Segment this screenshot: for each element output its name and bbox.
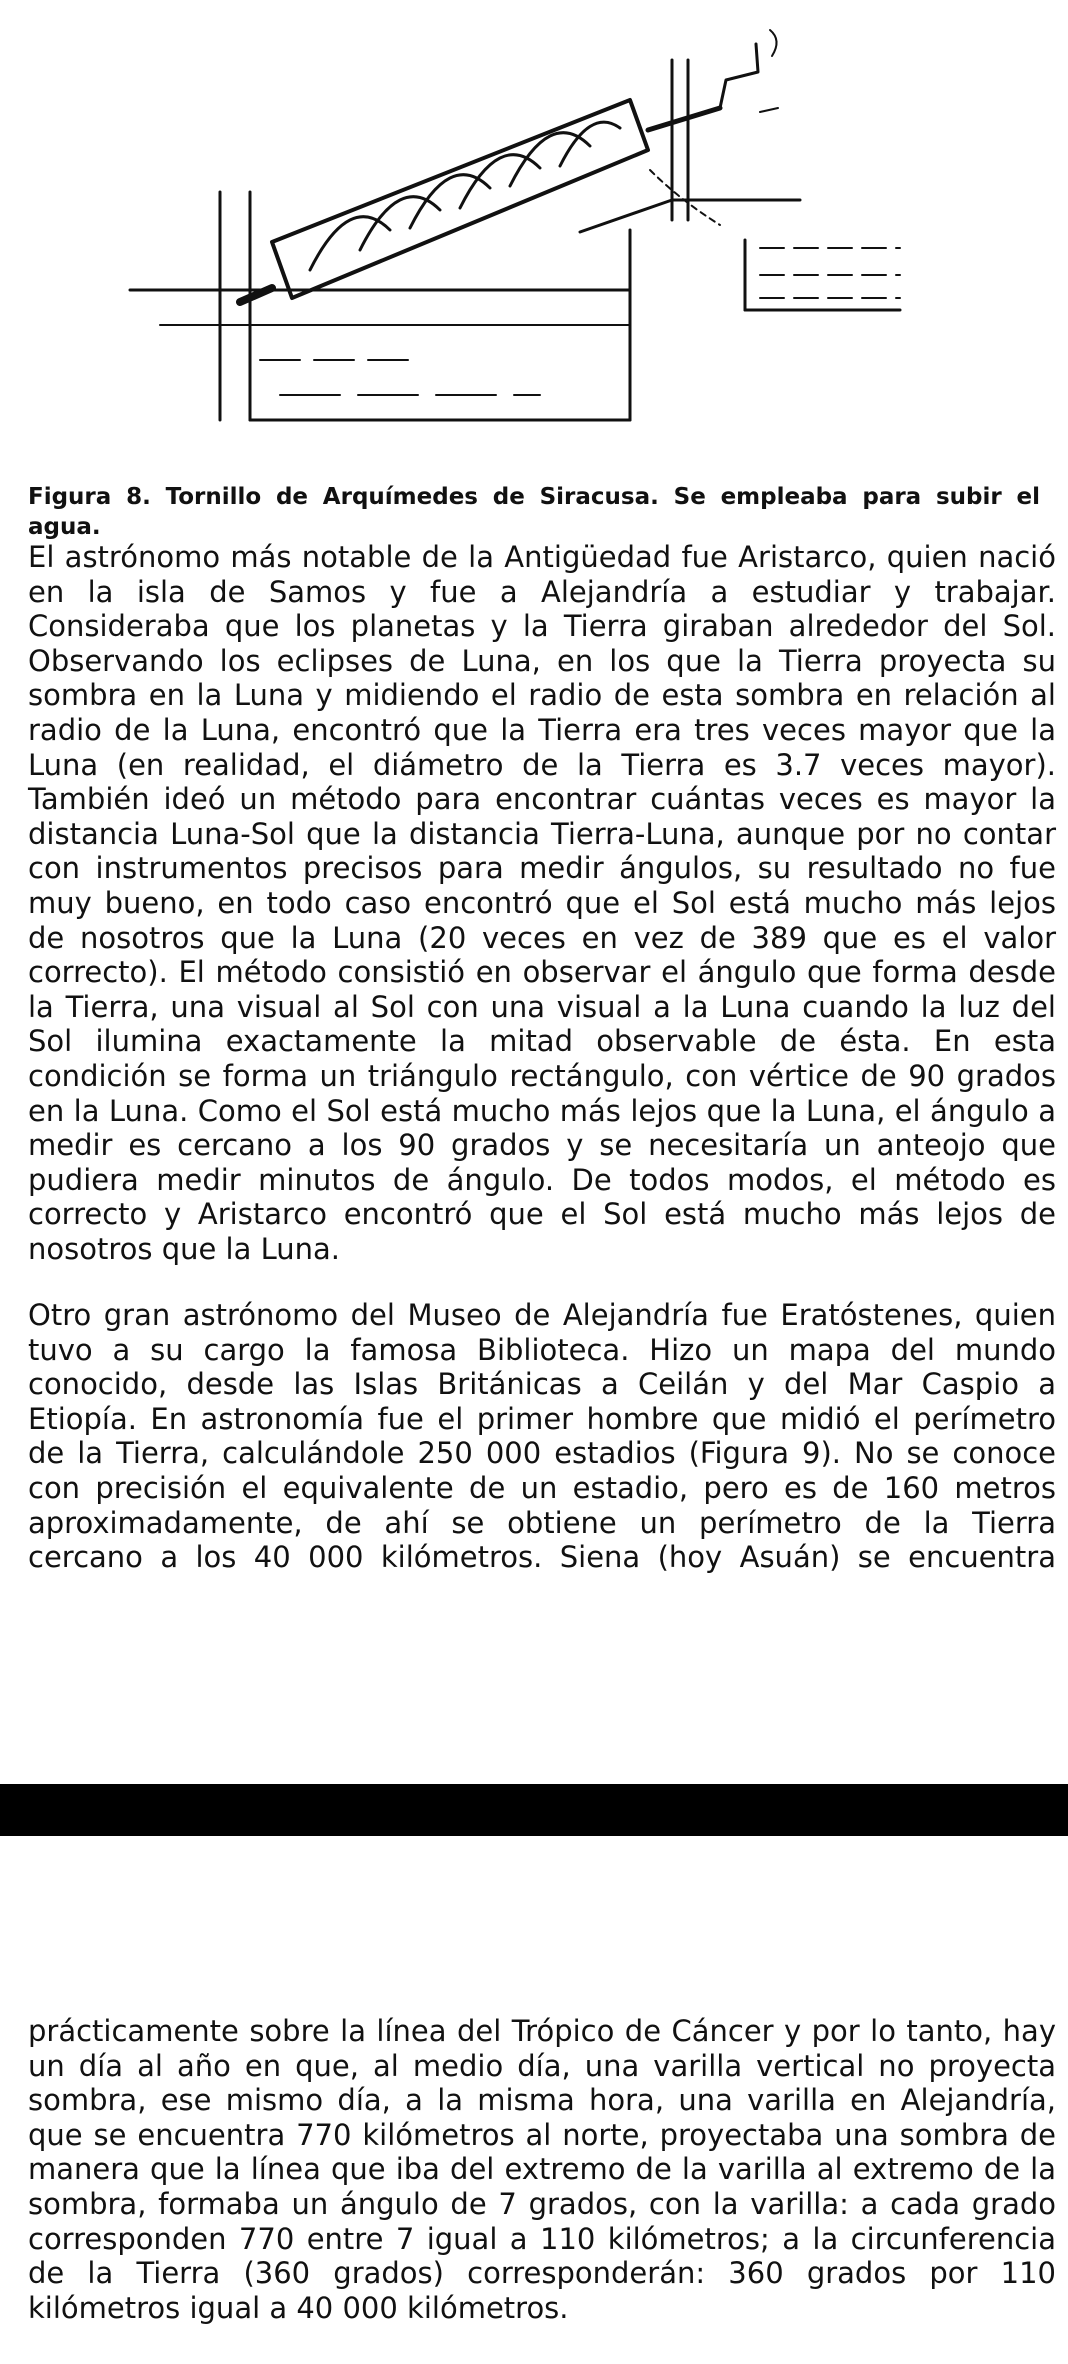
- paragraph-aristarco: El astrónomo más notable de la Antigüedad fue Aristarco, quien nació en la isla de Samos y fue a Alejandría a estudiar y trabajar. Consideraba que los planetas y la Tierra giraban alrededor del Sol. Observando los eclipses de Luna, en los que la Tierra proyecta su sombra en la Luna y midiendo el radio de esta sombra en relación al radio de la Luna, encontró que la Tierra era tres veces mayor que la Luna (en realidad, el diámetro de la Tierra es 3.7 veces mayor). También ideó un método para encontrar cuántas veces es mayor la distancia Luna-Sol que la distancia Tierra-Luna, aunque por no contar con instrumentos precisos para medir ángulos, su resultado no fue muy bueno, en todo caso encontró que el Sol está mucho más lejos de nosotros que la Luna (20 veces en vez de 389 que es el valor correcto). El método consistió en observar el ángulo que forma desde la Tierra, una visual al Sol con una visual a la Luna cuando la luz del Sol ilumina exactamente la mitad observable de ésta. En esta condición se forma un triángulo rectángulo, con vértice de 90 grados en la Luna. Como el Sol está mucho más lejos que la Luna, el ángulo a medir es cercano a los 90 grados y se necesitaría un anteojo que pudiera medir minutos de ángulo. De todos modos, el método es correcto y Aristarco encontró que el Sol está mucho más lejos de nosotros que la Luna.: [28, 540, 1056, 1266]
- paragraph-eratostenes: Otro gran astrónomo del Museo de Alejandría fue Eratóstenes, quien tuvo a su cargo la famosa Biblioteca. Hizo un mapa del mundo conocido, desde las Islas Británicas a Ceilán y del Mar Caspio a Etiopía. En astronomía fue el primer hombre que midió el perímetro de la Tierra, calculándole 250 000 estadios (Figura 9). No se conoce con precisión el equivalente de un estadio, pero es de 160 metros aproximadamente, de ahí se obtiene un perímetro de la Tierra cercano a los 40 000 kilómetros. Siena (hoy Asuán) se encuentra: [28, 1298, 1056, 1575]
- page-divider-bar: [0, 1784, 1068, 1836]
- paragraph-siena: prácticamente sobre la línea del Trópico de Cáncer y por lo tanto, hay un día al año en que, al medio día, una varilla vertical no proyecta sombra, ese mismo día, a la misma hora, una varilla en Alejandría, que se encuentra 770 kilómetros al norte, proyectaba una sombra de manera que la línea que iba del extremo de la varilla al extremo de la sombra, formaba un ángulo de 7 grados, con la varilla: a cada grado corresponden 770 entre 7 igual a 110 kilómetros; a la circunferencia de la Tierra (360 grados) corresponderán: 360 grados por 110 kilómetros igual a 40 000 kilómetros.: [28, 2014, 1056, 2325]
- archimedes-screw-illustration: [120, 20, 920, 440]
- figure-caption: Figura 8. Tornillo de Arquímedes de Siracusa. Se empleaba para subir el agua.: [28, 484, 1040, 540]
